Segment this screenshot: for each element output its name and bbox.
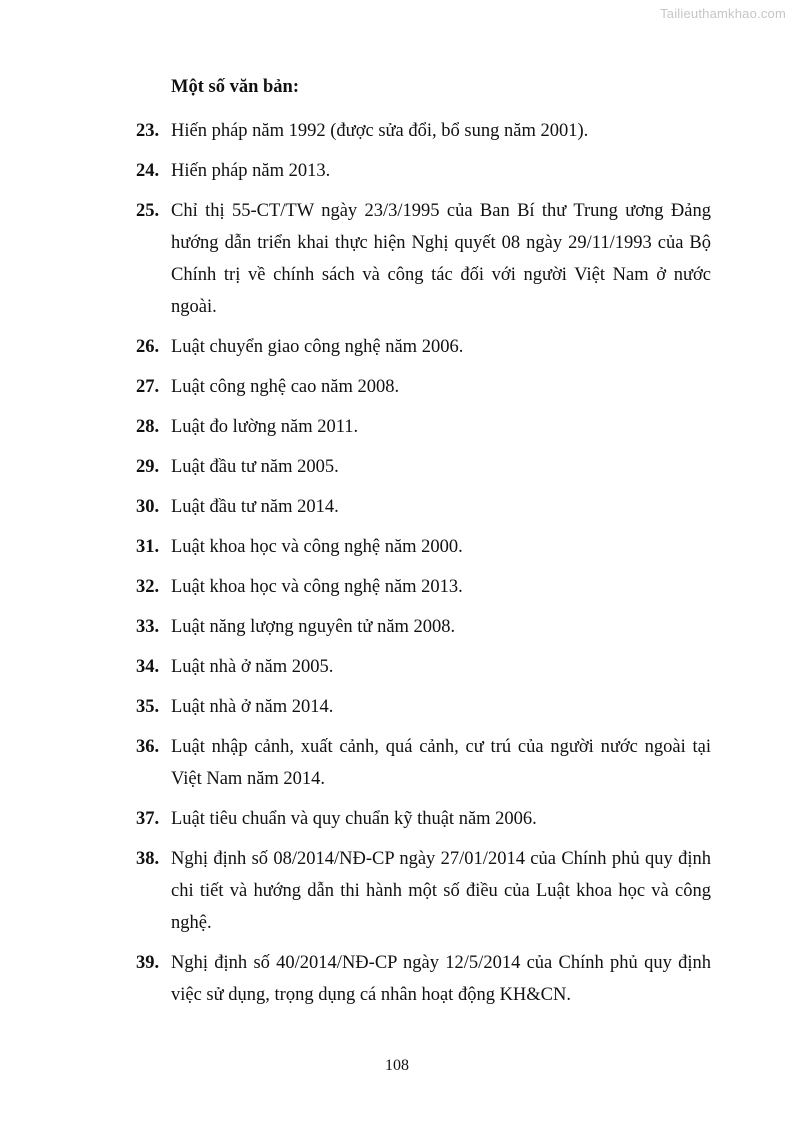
item-text: Luật năng lượng nguyên tử năm 2008. (171, 617, 456, 637)
item-text: Luật đo lường năm 2011. (171, 417, 359, 437)
page-number: 108 (385, 1057, 409, 1074)
reference-list (136, 115, 711, 1019)
list-item (136, 803, 711, 835)
item-number: 26. (136, 337, 160, 357)
section-heading: Một số văn bản: (171, 77, 299, 97)
watermark: Tailieuthamkhao.com (660, 6, 786, 21)
item-number: 28. (136, 417, 160, 437)
list-item (136, 651, 711, 683)
item-number: 35. (136, 697, 160, 717)
item-text: Hiến pháp năm 1992 (được sửa đổi, bổ sung năm 2001). (171, 121, 589, 141)
item-number: 29. (136, 457, 160, 477)
item-text: Luật khoa học và công nghệ năm 2000. (171, 537, 463, 557)
list-item (136, 331, 711, 363)
list-item (136, 611, 711, 643)
item-text: Nghị định số 40/2014/NĐ-CP ngày 12/5/2014 của Chính phủ quy định việc sử dụng, trọng dụng cá nhân hoạt động KH&CN. (171, 953, 711, 1005)
item-number: 31. (136, 537, 160, 557)
item-text: Chỉ thị 55-CT/TW ngày 23/3/1995 của Ban Bí thư Trung ương Đảng hướng dẫn triển khai thực hiện Nghị quyết 08 ngày 29/11/1993 của Bộ Chính trị về chính sách và công tác đối với người Việt Nam ở nước ngoài. (171, 201, 711, 317)
item-number: 32. (136, 577, 160, 597)
list-item (136, 947, 711, 1011)
list-item (136, 691, 711, 723)
list-item (136, 491, 711, 523)
item-text: Luật nhập cảnh, xuất cảnh, quá cảnh, cư trú của người nước ngoài tại Việt Nam năm 2014. (171, 737, 711, 789)
item-number: 33. (136, 617, 160, 637)
item-text: Luật tiêu chuẩn và quy chuẩn kỹ thuật năm 2006. (171, 809, 537, 829)
item-number: 25. (136, 201, 160, 221)
item-text: Luật đầu tư năm 2005. (171, 457, 339, 477)
item-number: 27. (136, 377, 160, 397)
item-number: 23. (136, 121, 160, 141)
item-text: Luật chuyển giao công nghệ năm 2006. (171, 337, 464, 357)
item-text: Luật nhà ở năm 2005. (171, 657, 334, 677)
list-item (136, 411, 711, 443)
list-item (136, 571, 711, 603)
item-text: Nghị định số 08/2014/NĐ-CP ngày 27/01/2014 của Chính phủ quy định chi tiết và hướng dẫn thi hành một số điều của Luật khoa học và công nghệ. (171, 849, 711, 933)
item-number: 36. (136, 737, 160, 757)
item-number: 37. (136, 809, 160, 829)
list-item (136, 115, 711, 147)
list-item (136, 371, 711, 403)
item-text: Luật khoa học và công nghệ năm 2013. (171, 577, 463, 597)
list-item (136, 195, 711, 323)
item-number: 38. (136, 849, 160, 869)
list-item (136, 843, 711, 939)
item-text: Luật công nghệ cao năm 2008. (171, 377, 400, 397)
item-number: 30. (136, 497, 160, 517)
list-item (136, 731, 711, 795)
item-number: 39. (136, 953, 160, 973)
list-item (136, 155, 711, 187)
list-item (136, 451, 711, 483)
item-number: 34. (136, 657, 160, 677)
list-item (136, 531, 711, 563)
item-text: Luật nhà ở năm 2014. (171, 697, 334, 717)
item-text: Hiến pháp năm 2013. (171, 161, 331, 181)
item-text: Luật đầu tư năm 2014. (171, 497, 339, 517)
item-number: 24. (136, 161, 160, 181)
